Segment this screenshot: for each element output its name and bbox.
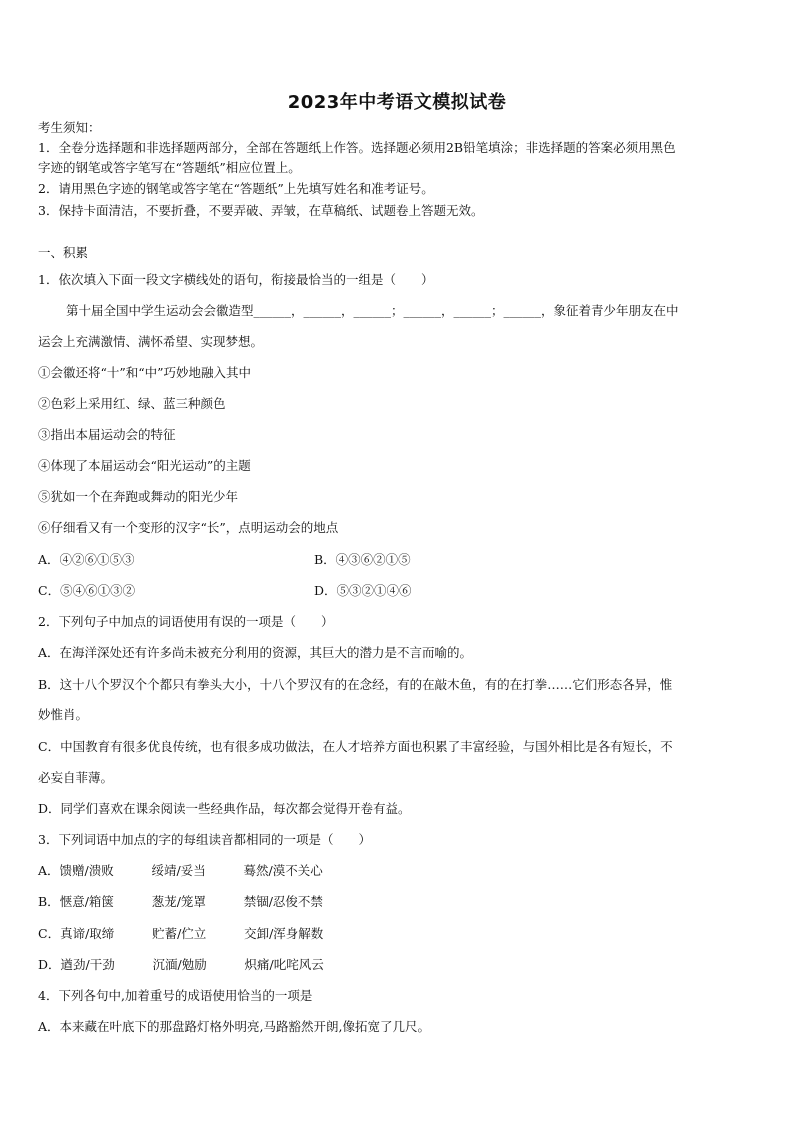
- q3-word: 禁锢/忍俊不禁: [243, 894, 323, 909]
- q1-passage-line1: 第十届全国中学生运动会会徽造型______，______，______；______，______；______，象征着青少年朋友在中: [66, 303, 679, 318]
- q3-word: 沉湎/勉励: [152, 957, 207, 972]
- q1-item-5: ⑤犹如一个在奔跑或舞动的阳光少年: [38, 489, 239, 504]
- notice-item-2: 2．请用黑色字迹的钢笔或答字笔在“答题纸”上先填写姓名和准考证号。: [38, 181, 434, 196]
- q3-row-a: [38, 863, 758, 879]
- q3-row-label: D．: [38, 957, 61, 972]
- q1-item-6: ⑥仔细看又有一个变形的汉字“长”，点明运动会的地点: [38, 520, 339, 535]
- q2-stem: 2．下列句子中加点的词语使用有误的一项是（ ）: [38, 614, 334, 629]
- q1-item-2: ②色彩上采用红、绿、蓝三种颜色: [38, 396, 226, 411]
- q3-row-d: [38, 957, 758, 973]
- notice-heading: 考生须知：: [38, 120, 101, 135]
- q3-word: 葱茏/笼罩: [151, 894, 206, 909]
- q3-row-b: [38, 894, 758, 910]
- q1-option-d: D．⑤③②①④⑥: [314, 583, 412, 598]
- q2-option-a: A．在海洋深处还有许多尚未被充分利用的资源，其巨大的潜力是不言而喻的。: [38, 645, 473, 660]
- q3-word: 真谛/取缔: [60, 926, 115, 941]
- q3-row-label: C．: [38, 926, 61, 941]
- q1-passage-line2: 运会上充满激情、满怀希望、实现梦想。: [38, 334, 264, 349]
- page-title: 2023年中考语文模拟试卷: [287, 92, 507, 113]
- notice-item-1: 1．全卷分选择题和非选择题两部分，全部在答题纸上作答。选择题必须用2B铅笔填涂；非选择题的答案必须用黑色: [38, 140, 676, 155]
- q1-option-b: B．④③⑥②①⑤: [314, 552, 411, 567]
- q2-option-b: B．这十八个罗汉个个都只有拳头大小，十八个罗汉有的在念经，有的在敲木鱼，有的在打拳……它们形态各异，惟: [38, 677, 673, 692]
- q3-row-c: [38, 926, 758, 942]
- q2-option-d: D．同学们喜欢在课余阅读一些经典作品，每次都会觉得开卷有益。: [38, 801, 411, 816]
- q3-word: 交卸/浑身解数: [244, 926, 324, 941]
- q3-word: 惬意/箱箧: [59, 894, 114, 909]
- q4-stem: 4．下列各句中,加着重号的成语使用恰当的一项是: [38, 988, 313, 1003]
- q1-item-4: ④体现了本届运动会“阳光运动”的主题: [38, 458, 251, 473]
- q1-item-1: ①会徽还将“十”和“中”巧妙地融入其中: [38, 365, 252, 380]
- q3-word: 绥靖/妥当: [151, 863, 206, 878]
- q3-word: 遒劲/干劲: [60, 957, 115, 972]
- q3-word: 蓦然/漠不关心: [243, 863, 323, 878]
- q4-option-a: A．本来藏在叶底下的那盘路灯格外明亮,马路豁然开朗,像拓宽了几尺。: [38, 1019, 430, 1034]
- section-heading: 一、积累: [38, 245, 89, 260]
- q2-option-b-cont: 妙惟肖。: [38, 707, 89, 722]
- q1-stem: 1．依次填入下面一段文字横线处的语句，衔接最恰当的一组是（ ）: [38, 272, 434, 287]
- q3-stem: 3．下列词语中加点的字的每组读音都相同的一项是（ ）: [38, 832, 371, 847]
- q1-option-c: C．⑤④⑥①③②: [38, 583, 136, 598]
- q3-row-label: A．: [38, 863, 60, 878]
- q2-option-c-cont: 必妄自菲薄。: [38, 770, 114, 785]
- notice-item-1-cont: 字迹的钢笔或答字笔写在“答题纸”相应位置上。: [38, 160, 301, 175]
- q3-word: 贮蓄/伫立: [152, 926, 207, 941]
- q1-item-3: ③指出本届运动会的特征: [38, 427, 176, 442]
- q2-option-c: C．中国教育有很多优良传统，也有很多成功做法，在人才培养方面也积累了丰富经验，与国外相比是各有短长，不: [38, 739, 673, 754]
- q3-row-label: B．: [38, 894, 60, 909]
- q3-word: 炽痛/叱咤风云: [244, 957, 324, 972]
- notice-item-3: 3．保持卡面清洁，不要折叠，不要弄破、弄皱，在草稿纸、试题卷上答题无效。: [38, 203, 484, 218]
- q3-word: 馈赠/溃败: [59, 863, 114, 878]
- q1-option-a: A．④②⑥①⑤③: [38, 552, 135, 567]
